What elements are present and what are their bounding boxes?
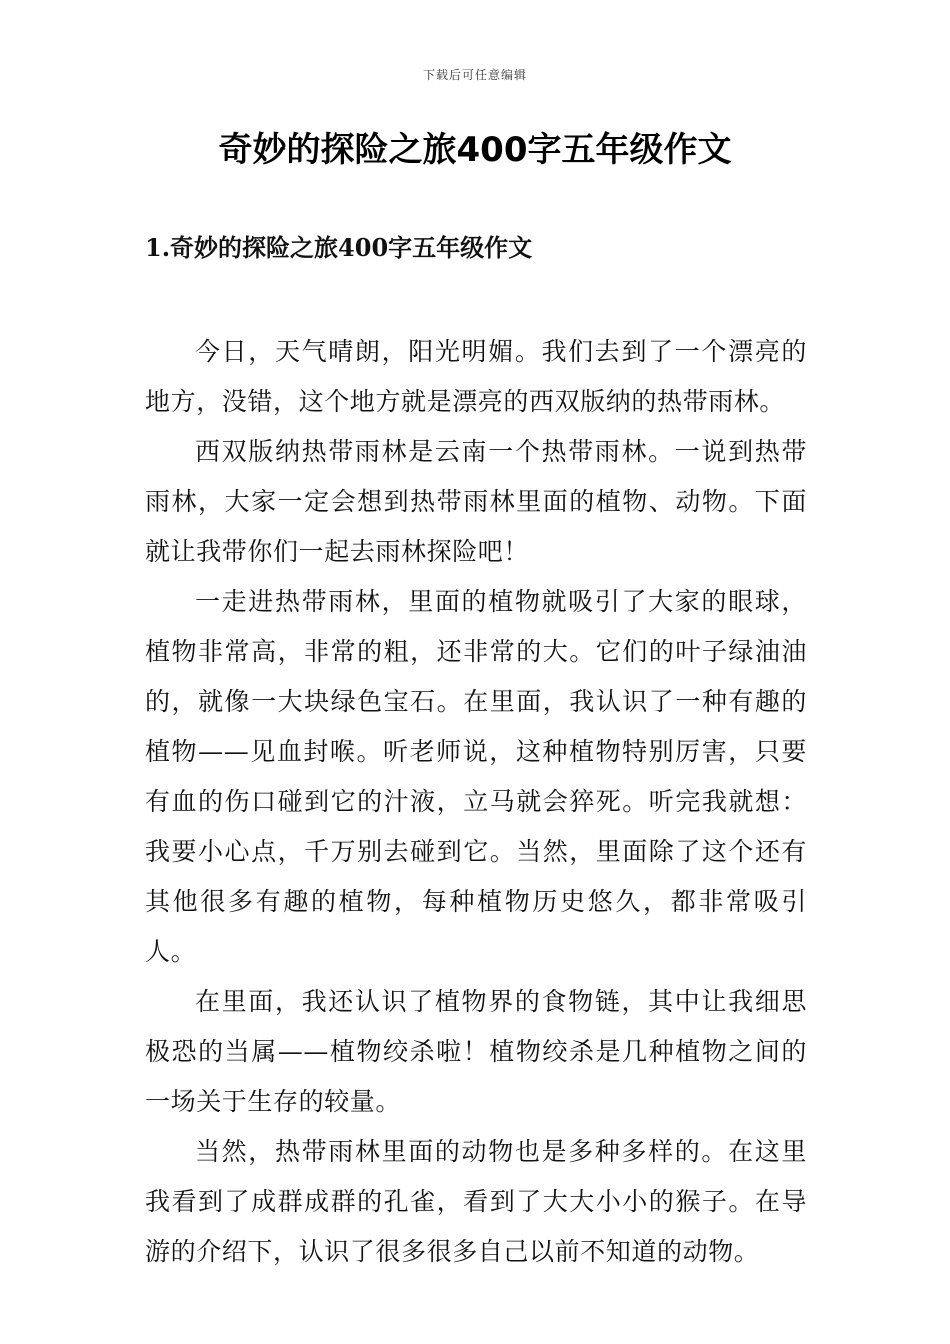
paragraph-1: 今日，天气晴朗，阳光明媚。我们去到了一个漂亮的地方，没错，这个地方就是漂亮的西双版纳的热带雨林。: [145, 337, 807, 416]
paragraph-3: 一走进热带雨林，里面的植物就吸引了大家的眼球，植物非常高，非常的粗，还非常的大。它们的叶子绿油油的，就像一大块绿色宝石。在里面，我认识了一种有趣的植物——见血封喉。听老师说，这种植物特别厉害，只要有血的伤口碰到它的汁液，立马就会猝死。听完我就想：我要小心点，千万别去碰到它。当然，里面除了这个还有其他很多有趣的植物，每种植物历史悠久，都非常吸引人。: [145, 587, 807, 966]
essay-body: [145, 327, 807, 1277]
paragraph-5: 当然，热带雨林里面的动物也是多种多样的。在这里我看到了成群成群的孔雀，看到了大大小小的猴子。在导游的介绍下，认识了很多很多自己以前不知道的动物。: [145, 1137, 807, 1266]
header-note: 下载后可任意编辑: [422, 68, 527, 82]
document-title: 奇妙的探险之旅400字五年级作文: [218, 130, 732, 170]
paragraph-4: 在里面，我还认识了植物界的食物链，其中让我细思极恐的当属——植物绞杀啦！植物绞杀是几种植物之间的一场关于生存的较量。: [145, 987, 807, 1116]
paragraph-2: 西双版纳热带雨林是云南一个热带雨林。一说到热带雨林，大家一定会想到热带雨林里面的植物、动物。下面就让我带你们一起去雨林探险吧！: [145, 437, 807, 566]
section-heading: 1.奇妙的探险之旅400字五年级作文: [145, 233, 533, 262]
